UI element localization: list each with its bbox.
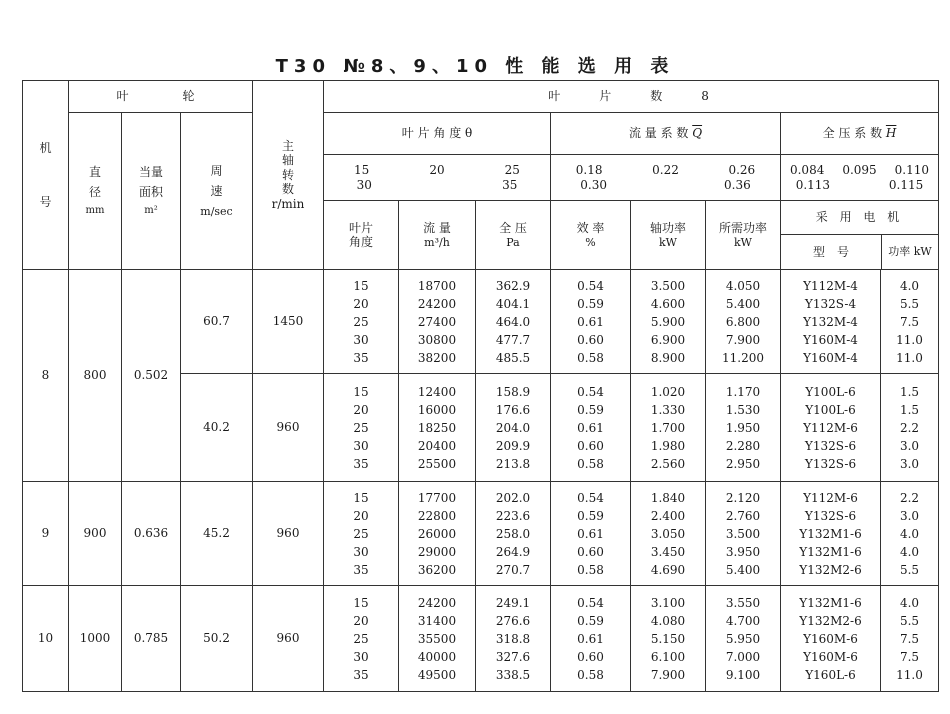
pressure-cell: 158.9 176.6 204.0 209.9 213.8 [476, 374, 551, 482]
required-power-cell: 1.170 1.530 1.950 2.280 2.950 [706, 374, 781, 482]
pressure-cell: 249.1 276.6 318.8 327.6 338.5 [476, 586, 551, 692]
col-flow-header: 流 量 m³/h [399, 201, 476, 270]
motor-type-cell: Y112M-6 Y132S-6 Y132M1-6 Y132M1-6 Y132M2-6 [781, 482, 881, 586]
col-shaft-power-header: 轴功率 kW [631, 201, 706, 270]
required-power-cell: 3.550 4.700 5.950 7.000 9.100 [706, 586, 781, 692]
diameter-cell: 1000 [69, 586, 122, 692]
col-pressure-header: 全 压 Pa [476, 201, 551, 270]
impeller-header: 叶 轮 [69, 81, 253, 113]
rpm-cell: 960 [253, 482, 324, 586]
main-shaft-speed-header: 主 轴 转 数 r/min [253, 81, 324, 270]
area-cell: 0.636 [122, 482, 181, 586]
required-power-cell: 4.050 5.400 6.800 7.900 11.200 [706, 270, 781, 374]
flow-coef-header: 流 量 系 数 $\overline{Q}$ [551, 113, 781, 155]
motor-header: 采 用 电 机 型 号 功率 kW [781, 201, 939, 270]
pressure-cell: 202.0 223.6 258.0 264.9 270.7 [476, 482, 551, 586]
angle-cell: 15 20 25 30 35 [324, 270, 399, 374]
pressure-cell: 362.9 404.1 464.0 477.7 485.5 [476, 270, 551, 374]
flow-cell: 12400 16000 18250 20400 25500 [399, 374, 476, 482]
machine-no-header: 机 号 [23, 81, 69, 270]
rpm-cell: 960 [253, 586, 324, 692]
peripheral-speed-header: 周 速 m/sec [181, 113, 253, 270]
flow-coef-values: 0.18 0.22 0.26 0.30 0.36 [551, 155, 781, 201]
required-power-cell: 2.120 2.760 3.500 3.950 5.400 [706, 482, 781, 586]
col-efficiency-header: 效 率 % [551, 201, 631, 270]
area-cell: 0.785 [122, 586, 181, 692]
pressure-coef-header: 全 压 系 数 $\overline{H}$ [781, 113, 939, 155]
motor-power-cell: 4.0 5.5 7.5 11.0 11.0 [881, 270, 939, 374]
motor-type-header: 型 号 [781, 235, 882, 269]
rpm-cell: 960 [253, 374, 324, 482]
shaft-power-cell: 1.840 2.400 3.050 3.450 4.690 [631, 482, 706, 586]
diameter-cell: 900 [69, 482, 122, 586]
rpm-cell: 1450 [253, 270, 324, 374]
col-angle-header: 叶片 角度 [324, 201, 399, 270]
flow-cell: 17700 22800 26000 29000 36200 [399, 482, 476, 586]
blade-count-header: 叶 片 数 8 [324, 81, 939, 113]
angle-cell: 15 20 25 30 35 [324, 482, 399, 586]
diameter-cell: 800 [69, 270, 122, 482]
speed-cell: 50.2 [181, 586, 253, 692]
angle-cell: 15 20 25 30 35 [324, 374, 399, 482]
table-row [23, 586, 939, 692]
shaft-power-cell: 1.020 1.330 1.700 1.980 2.560 [631, 374, 706, 482]
table-row [23, 482, 939, 586]
motor-power-header: 功率 kW [888, 245, 932, 258]
flow-cell: 24200 31400 35500 40000 49500 [399, 586, 476, 692]
shaft-power-cell: 3.500 4.600 5.900 6.900 8.900 [631, 270, 706, 374]
motor-power-cell: 4.0 5.5 7.5 7.5 11.0 [881, 586, 939, 692]
speed-cell: 40.2 [181, 374, 253, 482]
efficiency-cell: 0.54 0.59 0.61 0.60 0.58 [551, 586, 631, 692]
blade-angle-header: 叶 片 角 度 θ [324, 113, 551, 155]
machine-no-cell: 10 [23, 586, 69, 692]
table-row [23, 270, 939, 374]
diameter-header: 直 径 mm [69, 113, 122, 270]
motor-power-cell: 1.5 1.5 2.2 3.0 3.0 [881, 374, 939, 482]
efficiency-cell: 0.54 0.59 0.61 0.60 0.58 [551, 270, 631, 374]
machine-no-cell: 9 [23, 482, 69, 586]
performance-table [22, 80, 939, 692]
efficiency-cell: 0.54 0.59 0.61 0.60 0.58 [551, 374, 631, 482]
angle-values: 15 20 25 30 35 [324, 155, 551, 201]
table-title: T30 №8、9、10 性 能 选 用 表 [275, 56, 675, 77]
speed-cell: 60.7 [181, 270, 253, 374]
equiv-area-header: 当量 面积 m² [122, 113, 181, 270]
flow-cell: 18700 24200 27400 30800 38200 [399, 270, 476, 374]
motor-type-cell: Y100L-6 Y100L-6 Y112M-6 Y132S-6 Y132S-6 [781, 374, 881, 482]
col-required-power-header: 所需功率 kW [706, 201, 781, 270]
shaft-power-cell: 3.100 4.080 5.150 6.100 7.900 [631, 586, 706, 692]
area-cell: 0.502 [122, 270, 181, 482]
motor-type-cell: Y132M1-6 Y132M2-6 Y160M-6 Y160M-6 Y160L-6 [781, 586, 881, 692]
pressure-coef-values: 0.084 0.095 0.110 0.113 0.115 [781, 155, 939, 201]
speed-cell: 45.2 [181, 482, 253, 586]
motor-power-cell: 2.2 3.0 4.0 4.0 5.5 [881, 482, 939, 586]
machine-no-cell: 8 [23, 270, 69, 482]
angle-cell: 15 20 25 30 35 [324, 586, 399, 692]
motor-type-cell: Y112M-4 Y132S-4 Y132M-4 Y160M-4 Y160M-4 [781, 270, 881, 374]
efficiency-cell: 0.54 0.59 0.61 0.60 0.58 [551, 482, 631, 586]
